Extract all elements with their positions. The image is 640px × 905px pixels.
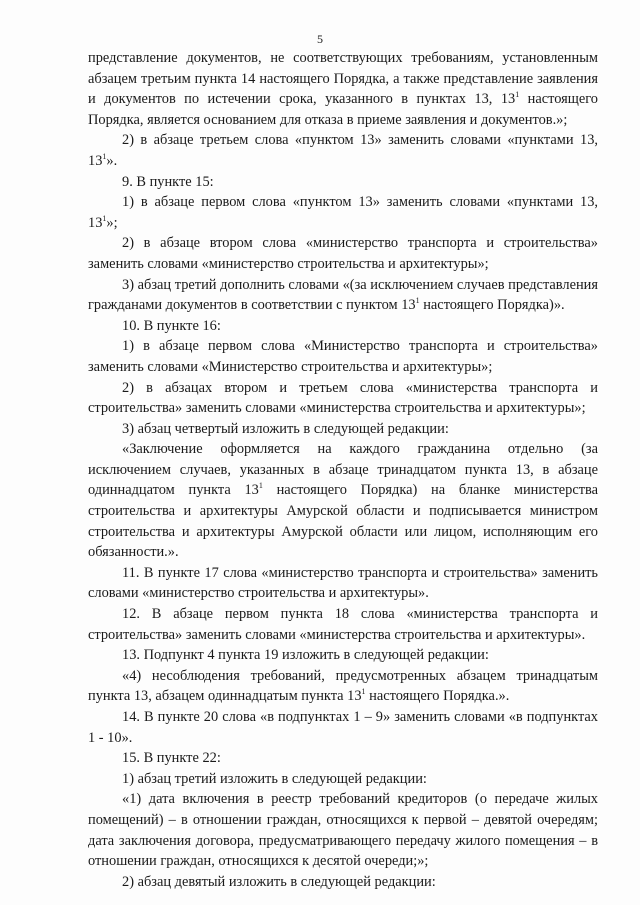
paragraph [88, 707, 598, 748]
paragraph [88, 192, 598, 233]
paragraph-text: 9. В пункте 15: [122, 173, 214, 190]
superscript: 1 [102, 151, 107, 161]
page-number: 5 [317, 32, 323, 46]
superscript: 1 [415, 296, 420, 306]
paragraph [88, 748, 598, 769]
paragraph-text: 2) в абзаце третьем слова «пунктом 13» заменить словами «пунктами 13, 13 [88, 132, 598, 169]
paragraph-text: 13. Подпункт 4 пункта 19 изложить в следующей редакции: [122, 647, 489, 664]
paragraph-text: настоящего Порядка, является основанием для отказа в приеме заявления и документов.»; [88, 91, 598, 128]
paragraph-text: представление документов, не соответствующих требованиям, установленным абзацем третьим пункта 14 настоящего Порядка, а также представление заявления и документов по истечении срока, указанного в пунктах 13, 13 [88, 50, 598, 108]
paragraph [88, 769, 598, 790]
paragraph [88, 378, 598, 419]
paragraph-text: ». [106, 152, 118, 169]
paragraph [88, 316, 598, 337]
paragraph-text: 1) абзац третий изложить в следующей редакции: [122, 770, 427, 787]
paragraph-text: «1) дата включения в реестр требований кредиторов (о передаче жилых помещений) – в отношении граждан, относящихся к первой – девятой очередям; дата заключения договора, предусматривающего передачу жилого помещения – в отношении граждан, относящихся к десятой очереди;»; [88, 791, 598, 870]
paragraph-text: 2) абзац девятый изложить в следующей редакции: [122, 873, 436, 890]
paragraph-text: «Заключение оформляется на каждого гражданина отдельно (за исключением случаев, указанных в абзаце тринадцатом пункта 13, в абзаце одиннадцатом пункта 13 [88, 441, 598, 499]
paragraph [88, 666, 598, 707]
document-body [88, 48, 598, 892]
paragraph-text: 1) в абзаце первом слова «Министерство транспорта и строительства» заменить словами «Министерство строительства и архитектуры»; [88, 338, 598, 375]
paragraph-text: «4) несоблюдения требований, предусмотренных абзацем тринадцатым пункта 13, абзацем одиннадцатым пункта 13 [88, 667, 598, 705]
paragraph-text: настоящего Порядка.». [365, 688, 510, 705]
superscript: 1 [361, 687, 366, 697]
paragraph [88, 645, 598, 666]
paragraph-text: 2) в абзацах втором и третьем слова «министерства транспорта и строительства» заменить словами «министерства строительства и архитектуры»; [88, 379, 598, 417]
paragraph-text: 14. В пункте 20 слова «в подпунктах 1 – 9» заменить словами «в подпунктах 1 - 10». [88, 709, 598, 746]
paragraph-text: 2) в абзаце втором слова «министерство транспорта и строительства» заменить словами «министерство строительства и архитектуры»; [88, 235, 598, 272]
paragraph [88, 872, 598, 893]
superscript: 1 [515, 90, 520, 100]
paragraph [88, 439, 598, 563]
paragraph [88, 604, 598, 645]
paragraph [88, 336, 598, 377]
paragraph-text: 3) абзац четвертый изложить в следующей редакции: [122, 420, 449, 437]
superscript: 1 [102, 213, 107, 223]
paragraph [88, 275, 598, 316]
paragraph [88, 172, 598, 193]
paragraph-text: 1) в абзаце первом слова «пунктом 13» заменить словами «пунктами 13, 13 [88, 194, 598, 231]
paragraph [88, 130, 598, 171]
paragraph-text: 15. В пункте 22: [122, 750, 221, 767]
paragraph [88, 563, 598, 604]
paragraph-text: 11. В пункте 17 слова «министерство транспорта и строительства» заменить словами «министерство строительства и архитектуры». [88, 564, 598, 602]
superscript: 1 [258, 481, 263, 491]
paragraph-text: 12. В абзаце первом пункта 18 слова «министерства транспорта и строительства» заменить словами «министерства строительства и архитектуры». [88, 606, 598, 643]
paragraph-text: настоящего Порядка)». [419, 297, 565, 314]
paragraph-text: 3) абзац третий дополнить словами «(за исключением случаев представления гражданами документов в соответствии с пунктом 13 [88, 276, 598, 314]
paragraph [88, 48, 598, 130]
paragraph-text: настоящего Порядка) на бланке министерства строительства и архитектуры Амурской области и подписывается министром строительства и архитектуры Амурской области или лицом, исполняющим его обязанности.». [88, 482, 598, 561]
paragraph [88, 419, 598, 440]
paragraph-text: 10. В пункте 16: [122, 317, 221, 334]
paragraph-text: »; [106, 214, 118, 231]
paragraph [88, 233, 598, 274]
paragraph [88, 789, 598, 871]
